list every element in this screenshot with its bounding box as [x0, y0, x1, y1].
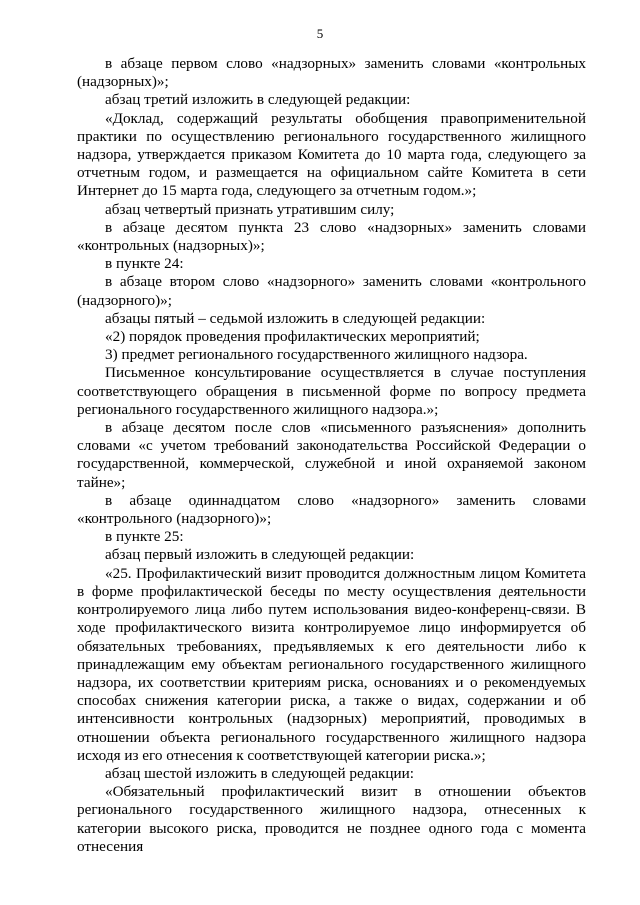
paragraph-3: «Доклад, содержащий результаты обобщения правоприменительной практики по осуществлению регионального государственного жилищного надзора, утверждается приказом Комитета до 10 марта года, следующего за отчетным годом, и размещается на официальном сайте Комитета в сети Интернет до 15 марта года, следующего за отчетным годом.»;	[77, 109, 586, 200]
document-body	[77, 55, 586, 856]
paragraph-17: абзац шестой изложить в следующей редакции:	[105, 764, 414, 782]
paragraph-6: в пункте 24:	[105, 255, 184, 273]
page-number: 5	[316, 26, 324, 41]
paragraph-1: в абзаце первом слово «надзорных» заменить словами «контрольных (надзорных)»;	[77, 55, 586, 91]
paragraph-8: абзацы пятый – седьмой изложить в следующей редакции:	[105, 309, 486, 327]
paragraph-16: «25. Профилактический визит проводится должностным лицом Комитета в форме профилактической беседы по месту осуществления деятельности контролируемого лица либо путем использования видео-конференц-связи. В ходе профилактического визита контролируемое лицо информируется об обязательных требованиях, предъявляемых к его деятельности либо к принадлежащим ему объектам регионального государственного жилищного надзора, их соответствии критериям риска, основаниях и о рекомендуемых способах снижения категории риска, а также о видах, содержании и об интенсивности контрольных (надзорных) мероприятий, проводимых в отношении объекта регионального государственного жилищного надзора исходя из его отнесения к соответствующей категории риска.»;	[77, 564, 586, 764]
paragraph-18: «Обязательный профилактический визит в отношении объектов регионального государственного жилищного надзора, отнесенных к категории высокого риска, проводится не позднее одного года с момента отнесения	[77, 783, 586, 855]
paragraph-13: в абзаце одиннадцатом слово «надзорного» заменить словами «контрольного (надзорного)»;	[77, 491, 586, 528]
paragraph-4: абзац четвертый признать утратившим силу;	[105, 200, 395, 218]
paragraph-5: в абзаце десятом пункта 23 слово «надзорных» заменить словами «контрольных (надзорных)»;	[77, 218, 586, 255]
paragraph-15: абзац первый изложить в следующей редакции:	[105, 546, 415, 564]
paragraph-7: в абзаце втором слово «надзорного» заменить словами «контрольного (надзорного)»;	[77, 273, 586, 309]
paragraph-14: в пункте 25:	[105, 528, 184, 546]
paragraph-11: Письменное консультирование осуществляется в случае поступления соответствующего обращения в письменной форме по вопросу предмета регионального государственного жилищного надзора.»;	[77, 364, 586, 418]
paragraph-12: в абзаце десятом после слов «письменного разъяснения» дополнить словами «с учетом требований законодательства Российской Федерации о государственной, коммерческой, служебной и иной охраняемой законом тайне»;	[77, 419, 586, 491]
paragraph-2: абзац третий изложить в следующей редакции:	[105, 91, 411, 109]
paragraph-9: «2) порядок проведения профилактических мероприятий;	[105, 328, 480, 346]
paragraph-10: 3) предмет регионального государственного жилищного надзора.	[105, 346, 528, 364]
